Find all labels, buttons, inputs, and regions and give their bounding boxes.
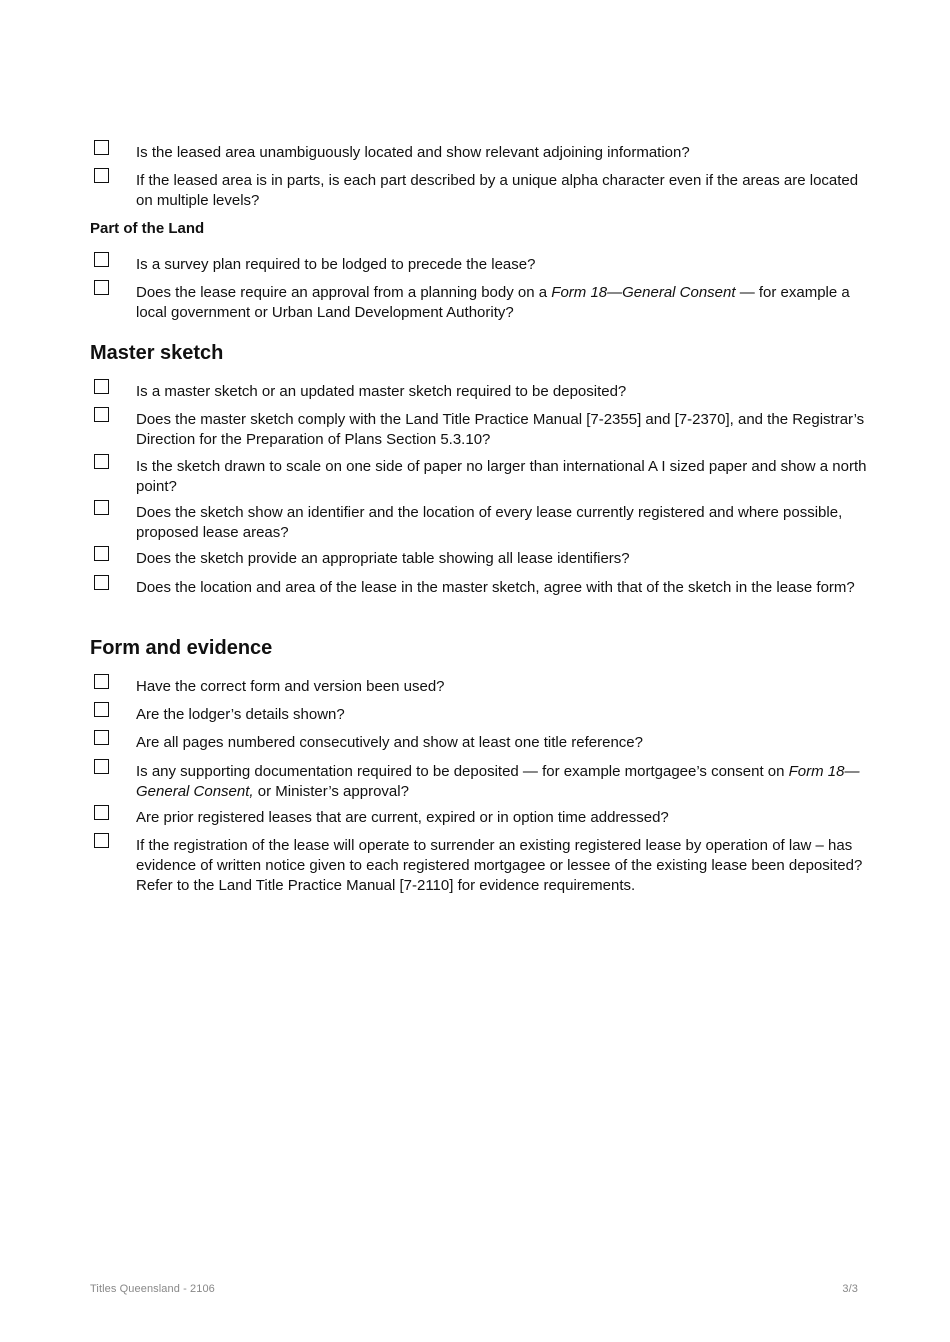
checklist-item-text: Have the correct form and version been used? <box>136 678 445 695</box>
checkbox[interactable] <box>94 379 109 394</box>
checklist-item-text: Does the location and area of the lease in the master sketch, agree with that of the sketch in the lease form? <box>136 579 855 596</box>
checklist-item-text: Does the sketch show an identifier and the location of every lease currently registered and where possible, proposed lease areas? <box>136 504 843 541</box>
form-reference: Form 18—General Consent <box>551 284 736 301</box>
checkbox[interactable] <box>94 140 109 155</box>
checklist-item-text: Are the lodger’s details shown? <box>136 706 345 723</box>
text-segment: or Minister’s approval? <box>253 783 409 800</box>
checkbox[interactable] <box>94 546 109 561</box>
checkbox[interactable] <box>94 805 109 820</box>
footer-document-id: Titles Queensland - 2106 <box>90 1283 215 1295</box>
text-segment: Is any supporting documentation required to be deposited — for example mortgagee’s consent on <box>136 763 789 780</box>
checkbox[interactable] <box>94 702 109 717</box>
checkbox[interactable] <box>94 454 109 469</box>
text-segment: Does the lease require an approval from a planning body on a <box>136 284 552 301</box>
checklist-item-text: Are all pages numbered consecutively and show at least one title reference? <box>136 734 643 751</box>
checklist-item-text: Is a survey plan required to be lodged to precede the lease? <box>136 256 536 273</box>
footer-page-number: 3/3 <box>842 1283 858 1295</box>
heading-master-sketch: Master sketch <box>90 342 224 364</box>
checklist-item-text: Does the sketch provide an appropriate table showing all lease identifiers? <box>136 550 630 567</box>
checklist-item-text: Is a master sketch or an updated master sketch required to be deposited? <box>136 383 627 400</box>
checkbox[interactable] <box>94 730 109 745</box>
checklist-item-text: If the leased area is in parts, is each part described by a unique alpha character even if the areas are located on multiple levels? <box>136 172 859 209</box>
checklist-item-text: Is the leased area unambiguously located and show relevant adjoining information? <box>136 144 690 161</box>
checklist-item-text: Are prior registered leases that are current, expired or in option time addressed? <box>136 809 669 826</box>
checkbox[interactable] <box>94 674 109 689</box>
checklist-item-text <box>136 283 868 323</box>
checkbox[interactable] <box>94 168 109 183</box>
form-reference: Form 18—General Consent, <box>136 763 860 800</box>
subheading-part-of-land: Part of the Land <box>90 220 205 237</box>
checkbox[interactable] <box>94 759 109 774</box>
checkbox[interactable] <box>94 500 109 515</box>
checkbox[interactable] <box>94 833 109 848</box>
checklist-item-text: If the registration of the lease will operate to surrender an existing registered lease by operation of law – has evidence of written notice given to each registered mortgagee or lessee of the existing lease been deposited? Refer to the Land Title Practice Manual [7-2110] for evidence requirements. <box>136 837 863 894</box>
heading-form-and-evidence: Form and evidence <box>90 637 273 659</box>
checklist-item-text <box>136 762 868 802</box>
checkbox[interactable] <box>94 252 109 267</box>
checkbox[interactable] <box>94 280 109 295</box>
checklist-item-text: Is the sketch drawn to scale on one side of paper no larger than international A I sized paper and show a north point? <box>136 458 867 495</box>
checkbox[interactable] <box>94 575 109 590</box>
text-segment: — for example a local government or Urban Land Development Authority? <box>136 284 850 321</box>
checkbox[interactable] <box>94 407 109 422</box>
checklist-item-text: Does the master sketch comply with the Land Title Practice Manual [7-2355] and [7-2370], and the Registrar’s Direction for the Preparation of Plans Section 5.3.10? <box>136 411 865 448</box>
